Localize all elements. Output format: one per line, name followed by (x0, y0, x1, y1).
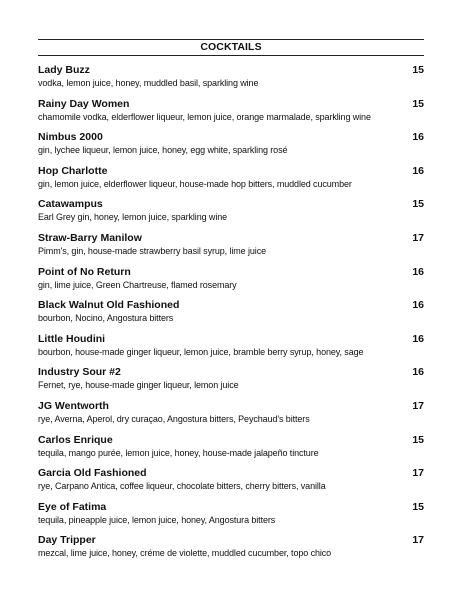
menu-item (38, 366, 424, 400)
menu-item (38, 400, 424, 434)
menu-item-row (38, 98, 424, 111)
menu-item-row (38, 434, 424, 447)
menu-item-row (38, 131, 424, 144)
drink-price: 16 (412, 299, 424, 312)
drink-name: Black Walnut Old Fashioned (38, 299, 180, 312)
cocktail-menu (38, 39, 424, 568)
menu-item (38, 434, 424, 468)
menu-item-row (38, 266, 424, 279)
menu-item-row (38, 232, 424, 245)
menu-item (38, 165, 424, 199)
drink-ingredients: gin, lychee liqueur, lemon juice, honey, egg white, sparkling rosé (38, 145, 288, 156)
drink-price: 16 (412, 265, 424, 278)
drink-price: 17 (412, 467, 424, 480)
drink-price: 17 (412, 231, 424, 244)
drink-ingredients: gin, lime juice, Green Chartreuse, flamed rosemary (38, 279, 237, 290)
drink-name: Carlos Enrique (38, 433, 113, 446)
drink-ingredients: tequila, pineapple juice, lemon juice, honey, Angostura bitters (38, 514, 276, 525)
drink-name: Nimbus 2000 (38, 131, 103, 144)
drink-name: Industry Sour #2 (38, 366, 121, 379)
drink-name: JG Wentworth (38, 399, 109, 412)
menu-item (38, 333, 424, 367)
drink-name: Straw-Barry Manilow (38, 231, 142, 244)
drink-price: 16 (412, 164, 424, 177)
drink-price: 17 (412, 399, 424, 412)
drink-ingredients: bourbon, house-made ginger liqueur, lemon juice, bramble berry syrup, honey, sage (38, 346, 364, 357)
menu-item-row (38, 165, 424, 178)
drink-name: Day Tripper (38, 534, 96, 547)
drink-ingredients: rye, Averna, Aperol, dry curaçao, Angostura bitters, Peychaud's bitters (38, 413, 310, 424)
drink-ingredients: tequila, mango purée, lemon juice, honey, house-made jalapeño tincture (38, 447, 319, 458)
drink-ingredients: gin, lemon juice, elderflower liqueur, house-made hop bitters, muddled cucumber (38, 178, 352, 189)
drink-price: 15 (412, 64, 424, 76)
menu-item (38, 131, 424, 165)
menu-item-row (38, 64, 424, 77)
menu-item (38, 98, 424, 132)
menu-item-row (38, 366, 424, 379)
drink-name: Hop Charlotte (38, 164, 108, 177)
menu-item (38, 534, 424, 568)
menu-item-row (38, 299, 424, 312)
drink-name: Eye of Fatima (38, 500, 107, 513)
drink-ingredients: bourbon, Nocino, Angostura bitters (38, 313, 174, 324)
menu-item (38, 64, 424, 98)
drink-name: Garcia Old Fashioned (38, 467, 147, 480)
menu-item (38, 467, 424, 501)
drink-price: 15 (412, 198, 424, 211)
menu-item-row (38, 400, 424, 413)
drink-ingredients: Fernet, rye, house-made ginger liqueur, lemon juice (38, 380, 239, 391)
menu-item-row (38, 333, 424, 346)
drink-name: Catawampus (38, 198, 103, 211)
drink-price: 15 (412, 97, 424, 110)
menu-item (38, 232, 424, 266)
drink-ingredients: mezcal, lime juice, honey, créme de violette, muddled cucumber, topo chico (38, 548, 332, 559)
menu-item-row (38, 198, 424, 211)
menu-item-row (38, 534, 424, 547)
drink-ingredients: vodka, lemon juice, honey, muddled basil, sparkling wine (38, 78, 259, 88)
drink-name: Rainy Day Women (38, 97, 130, 110)
menu-item (38, 501, 424, 535)
drink-ingredients: rye, Carpano Antica, coffee liqueur, chocolate bitters, cherry bitters, vanilla (38, 481, 326, 492)
drink-name: Little Houdini (38, 332, 106, 345)
drink-price: 16 (412, 366, 424, 379)
drink-ingredients: chamomile vodka, elderflower liqueur, lemon juice, orange marmalade, sparkling wine (38, 111, 371, 122)
drink-price: 17 (412, 534, 424, 547)
menu-item (38, 266, 424, 300)
menu-items-list (38, 64, 424, 568)
drink-price: 16 (412, 131, 424, 144)
drink-price: 16 (412, 332, 424, 345)
section-title: COCKTAILS (38, 39, 424, 56)
drink-name: Point of No Return (38, 265, 131, 278)
drink-ingredients: Earl Grey gin, honey, lemon juice, sparkling wine (38, 212, 228, 223)
drink-price: 15 (412, 433, 424, 446)
drink-ingredients: Pimm's, gin, house-made strawberry basil syrup, lime juice (38, 245, 266, 256)
drink-price: 15 (412, 500, 424, 513)
drink-name: Lady Buzz (38, 64, 90, 76)
menu-item (38, 198, 424, 232)
menu-item-row (38, 467, 424, 480)
menu-item-row (38, 501, 424, 514)
menu-item (38, 299, 424, 333)
